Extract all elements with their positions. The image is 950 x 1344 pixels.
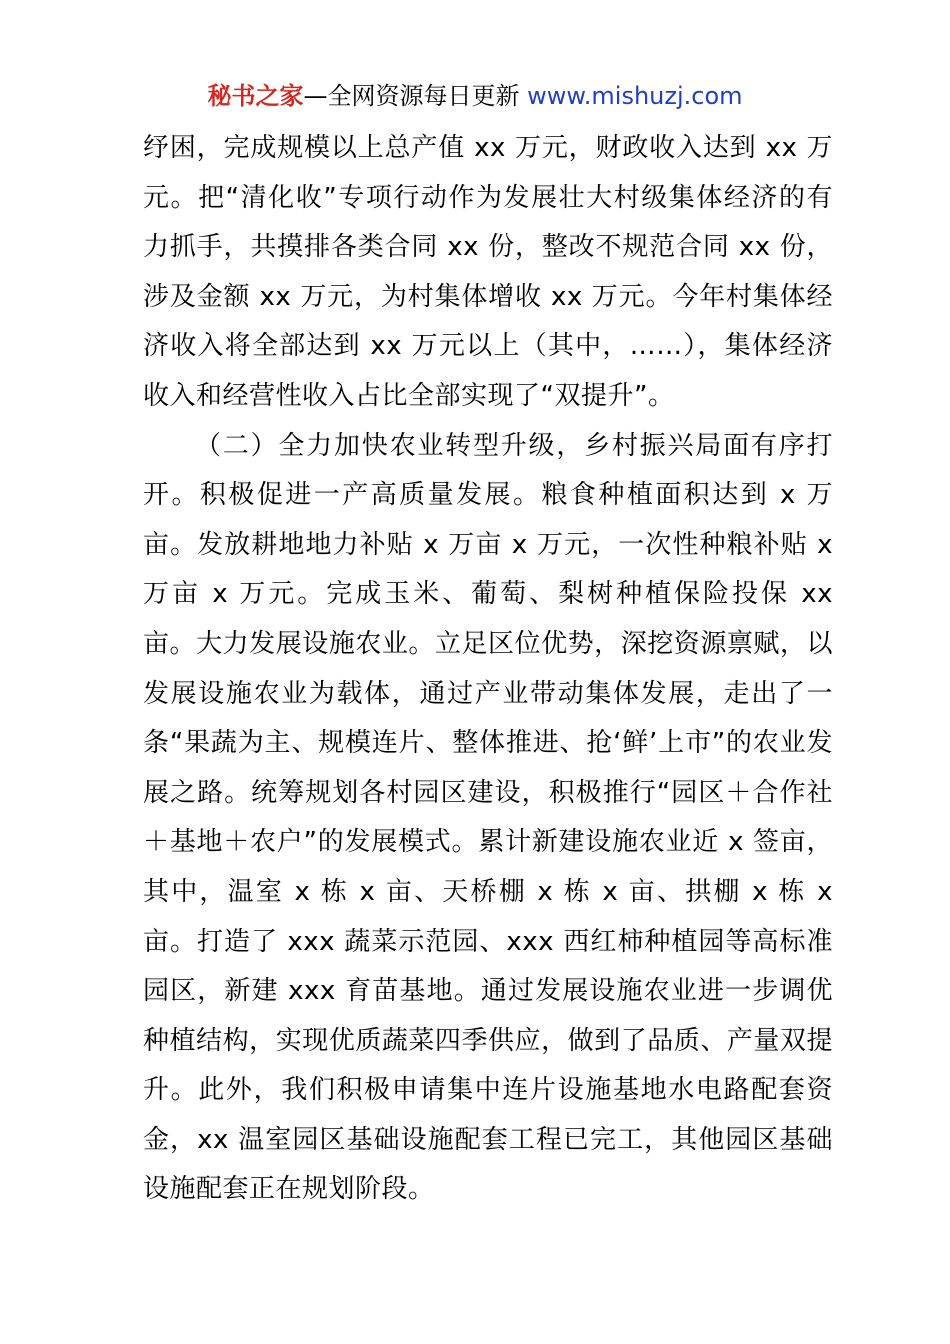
- page-header: [0, 80, 950, 112]
- brand-name: 秘书之家: [207, 82, 304, 110]
- paragraph-continued: 纾困，完成规模以上总产值 xx 万元，财政收入达到 xx 万元。把“清化收”专项行动作为发展壮大村级集体经济的有力抓手，共摸排各类合同 xx 份，整改不规范合同 xx 份，涉及金额 xx 万元，为村集体增收 xx 万元。今年村集体经济收入将全部达到 xx 万元以上（其中，……），集体经济收入和经营性收入占比全部实现了“双提升”。: [143, 133, 833, 411]
- site-url[interactable]: www.mishuzj.com: [527, 82, 743, 110]
- paragraph-section-two: （二）全力加快农业转型升级，乡村振兴局面有序打开。积极促进一产高质量发展。粮食种植面积达到 x 万亩。发放耕地地力补贴 x 万亩 x 万元，一次性种粮补贴 x 万亩 x 万元。完成玉米、葡萄、梨树种植保险投保 xx 亩。大力发展设施农业。立足区位优势，深挖资源禀赋，以发展设施农业为载体，通过产业带动集体发展，走出了一条“果蔬为主、规模连片、整体推进、抢‘鲜’上市”的农业发展之路。统筹规划各村园区建设，积极推行“园区＋合作社＋基地＋农户”的发展模式。累计新建设施农业近 x 签亩，其中，温室 x 栋 x 亩、天桥棚 x 栋 x 亩、拱棚 x 栋 x 亩。打造了 xxx 蔬菜示范园、xxx 西红柿种植园等高标准园区，新建 xxx 育苗基地。通过发展设施农业进一步调优种植结构，实现优质蔬菜四季供应，做到了品质、产量双提升。此外，我们积极申请集中连片设施基地水电路配套资金，xx 温室园区基础设施配套工程已完工，其他园区基础设施配套正在规划阶段。: [143, 430, 833, 1205]
- document-body: [143, 124, 833, 1215]
- header-tagline: —全网资源每日更新: [303, 82, 520, 110]
